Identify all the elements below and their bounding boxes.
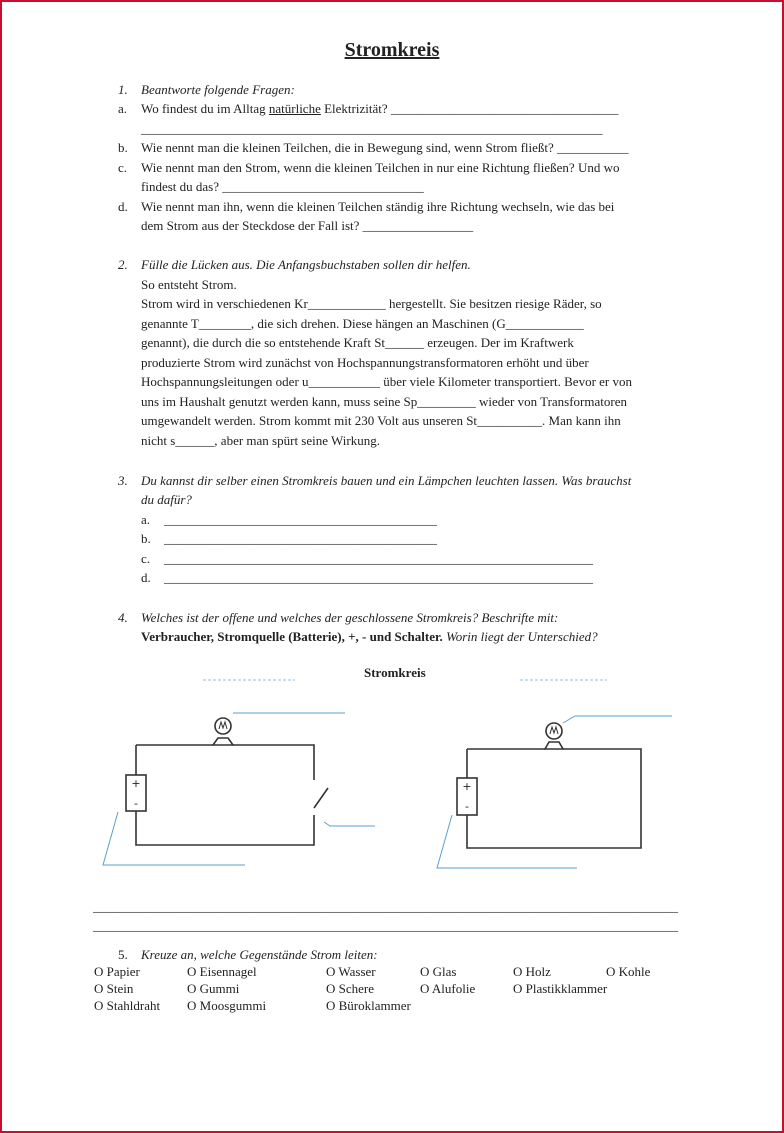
battery-plus: + <box>131 777 141 790</box>
q5-option-stein[interactable]: O Stein <box>94 981 134 996</box>
q2-text-line: umgewandelt werden. Strom kommt mit 230 Volt aus unseren St__________. Man kann ihn <box>141 413 621 428</box>
label-line-battery-left <box>103 812 245 865</box>
q2-text-line: Hochspannungsleitungen oder u___________ über viele Kilometer transportiert. Bevor er von <box>141 374 632 389</box>
q5-option-plastikklammer[interactable]: O Plastikklammer <box>513 981 608 996</box>
open-circuit <box>126 718 328 845</box>
q5-option-stahldraht[interactable]: O Stahldraht <box>94 998 161 1013</box>
q1b-question: Wie nennt man die kleinen Teilchen, die in Bewegung sind, wenn Strom fließt? ___________ <box>141 140 629 155</box>
q3-item-marker: c. <box>141 551 151 566</box>
q1-number: 1. <box>118 82 128 97</box>
q2-heading: Fülle die Lücken aus. Die Anfangsbuchstaben sollen dir helfen. <box>141 257 471 272</box>
q2-text-line: produzierte Strom wird zunächst von Hochspannungstransformatoren erhöht und über <box>141 355 589 370</box>
q5-option-papier[interactable]: O Papier <box>94 964 140 979</box>
q1a-question: Wo findest du im Alltag natürliche Elektrizität? ___________________________________ <box>141 101 619 116</box>
bulb-icon <box>546 723 562 739</box>
q3-answer-line[interactable]: __________________________________________________________________ <box>164 551 593 566</box>
q5-option-bueroklammer[interactable]: O Büroklammer <box>326 998 411 1013</box>
q2-text-line: uns im Haushalt genutzt werden kann, muss seine Sp_________ wieder von Transformatoren <box>141 394 627 409</box>
q4-answer-line[interactable]: __________________________________________________________________________________________ <box>93 899 678 914</box>
q3-item-marker: a. <box>141 512 151 527</box>
q1a-answer-line[interactable]: _______________________________________________________________________ <box>141 121 603 136</box>
wire <box>467 749 641 848</box>
q3-number: 3. <box>118 473 128 488</box>
q2-text-line: genannte T________, die sich drehen. Diese hängen an Maschinen (G____________ <box>141 316 584 331</box>
q1d-question-cont: dem Strom aus der Steckdose der Fall ist? _________________ <box>141 218 474 233</box>
q2-text-line: genannt), die durch die so entstehende Kraft St______ erzeugen. Der im Kraftwerk <box>141 335 574 350</box>
q3-heading: Du kannst dir selber einen Stromkreis bauen und ein Lämpchen leuchten lassen. Was brauchst <box>141 473 632 488</box>
q1b-marker: b. <box>118 140 128 155</box>
label-line-battery-right <box>437 815 577 868</box>
q1-heading: Beantworte folgende Fragen: <box>141 82 295 97</box>
q5-option-eisennagel[interactable]: O Eisennagel <box>187 964 257 979</box>
q4-answer-line[interactable]: __________________________________________________________________________________________ <box>93 918 678 933</box>
q5-option-gummi[interactable]: O Gummi <box>187 981 240 996</box>
lamp-socket <box>545 742 563 749</box>
page-title: Stromkreis <box>344 39 440 61</box>
q1d-question: Wie nennt man ihn, wenn die kleinen Teilchen ständig ihre Richtung wechseln, wie das bei <box>141 199 615 214</box>
diagram-title: Stromkreis <box>364 665 426 680</box>
label-line-switch <box>324 822 375 826</box>
q3-answer-line[interactable]: __________________________________________ <box>164 531 437 546</box>
q5-option-holz[interactable]: O Holz <box>513 964 551 979</box>
label-line-lamp-right <box>563 716 672 723</box>
battery-minus: - <box>465 800 469 813</box>
q5-heading: Kreuze an, welche Gegenstände Strom leiten: <box>141 947 378 962</box>
battery-plus: + <box>462 780 472 793</box>
bulb-icon <box>215 718 231 734</box>
q4-instruction: Verbraucher, Stromquelle (Batterie), +, - und Schalter. Worin liegt der Unterschied? <box>141 629 598 644</box>
q3-heading-cont: du dafür? <box>141 492 192 507</box>
q3-item-marker: d. <box>141 570 151 585</box>
q4-heading: Welches ist der offene und welches der geschlossene Stromkreis? Beschrifte mit: <box>141 610 559 625</box>
q5-option-kohle[interactable]: O Kohle <box>606 964 651 979</box>
q2-text-line: So entsteht Strom. <box>141 277 237 292</box>
q1d-marker: d. <box>118 199 128 214</box>
q3-item-marker: b. <box>141 531 151 546</box>
lamp-socket <box>213 738 233 745</box>
q3-answer-line[interactable]: __________________________________________ <box>164 512 437 527</box>
q1c-question: Wie nennt man den Strom, wenn die kleinen Teilchen in nur eine Richtung fließen? Und wo <box>141 160 620 175</box>
q2-text-line: nicht s______, aber man spürt seine Wirkung. <box>141 433 380 448</box>
q5-option-moosgummi[interactable]: O Moosgummi <box>187 998 267 1013</box>
q1c-marker: c. <box>118 160 128 175</box>
wire <box>233 745 314 780</box>
q5-option-wasser[interactable]: O Wasser <box>326 964 376 979</box>
q5-option-schere[interactable]: O Schere <box>326 981 375 996</box>
battery-minus: - <box>134 797 138 810</box>
q5-option-alufolie[interactable]: O Alufolie <box>420 981 476 996</box>
q5-number: 5. <box>118 947 128 962</box>
q2-text-line: Strom wird in verschiedenen Kr____________ hergestellt. Sie besitzen riesige Räder, so <box>141 296 602 311</box>
q4-number: 4. <box>118 610 128 625</box>
closed-circuit <box>457 723 641 848</box>
q5-option-glas[interactable]: O Glas <box>420 964 457 979</box>
q2-number: 2. <box>118 257 128 272</box>
wire <box>136 811 314 845</box>
q1a-marker: a. <box>118 101 128 116</box>
q1c-question-cont: findest du das? _______________________________ <box>141 179 424 194</box>
open-switch <box>314 788 328 808</box>
q3-answer-line[interactable]: __________________________________________________________________ <box>164 570 593 585</box>
